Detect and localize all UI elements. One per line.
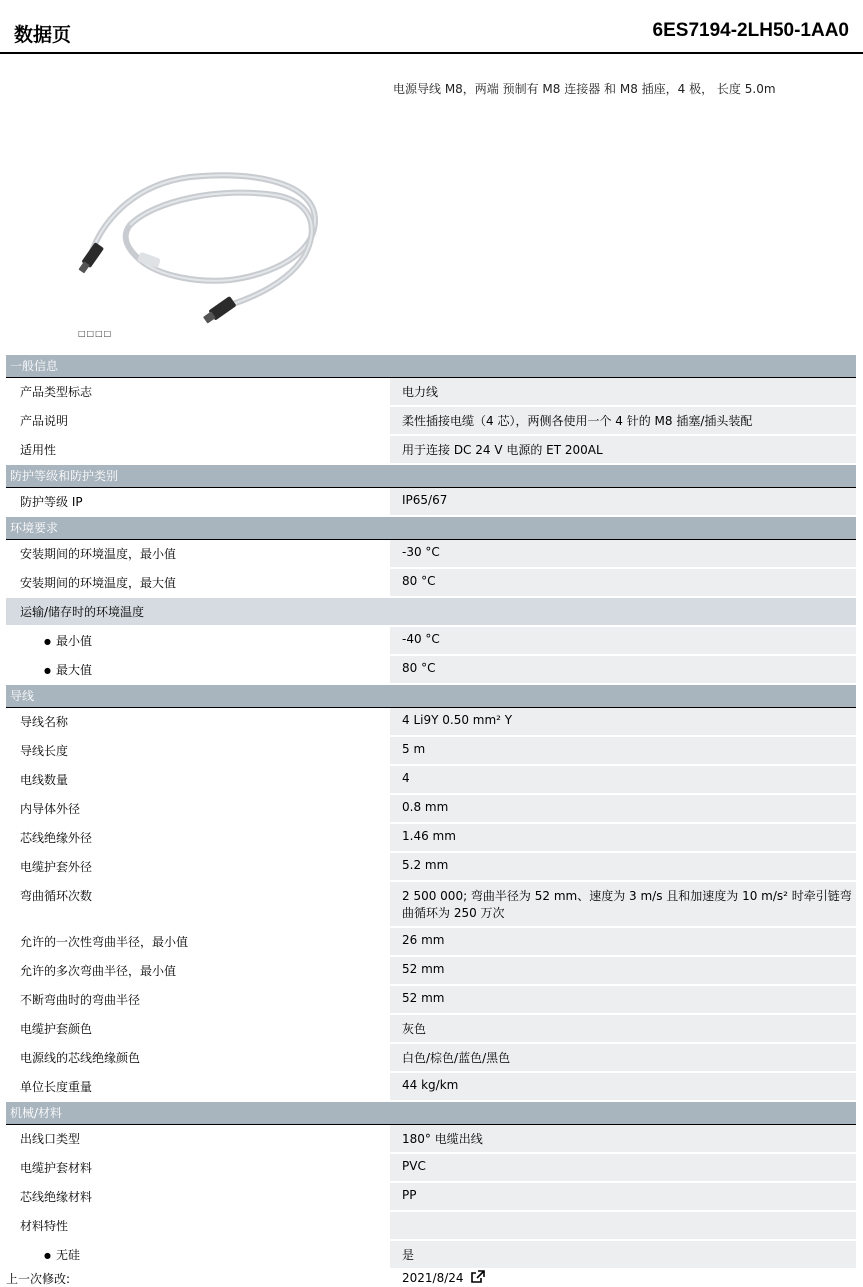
spec-key: ● 最大值 <box>6 655 390 684</box>
section-header <box>6 1101 856 1125</box>
spec-value: 5 m <box>390 736 856 765</box>
spec-value: 52 mm <box>390 985 856 1014</box>
page-header <box>0 0 863 54</box>
spec-key: 导线长度 <box>6 736 390 765</box>
spec-row <box>6 1240 856 1269</box>
spec-row <box>6 1125 856 1154</box>
spec-key: 允许的多次弯曲半径，最小值 <box>6 956 390 985</box>
section-title: 一般信息 <box>6 355 856 378</box>
spec-value: 4 <box>390 765 856 794</box>
spec-value: PVC <box>390 1153 856 1182</box>
section-header <box>6 684 856 708</box>
spec-value: 5.2 mm <box>390 852 856 881</box>
spec-key: ● 最小值 <box>6 626 390 655</box>
spec-row <box>6 1014 856 1043</box>
spec-row <box>6 852 856 881</box>
spec-row <box>6 378 856 407</box>
spec-value: IP65/67 <box>390 488 856 517</box>
spec-row <box>6 488 856 517</box>
spec-value: 0.8 mm <box>390 794 856 823</box>
spec-key: 产品说明 <box>6 406 390 435</box>
spec-value: 1.46 mm <box>390 823 856 852</box>
part-number: 6ES7194-2LH50-1AA0 <box>652 20 849 41</box>
section-title: 环境要求 <box>6 516 856 540</box>
spec-row <box>6 435 856 464</box>
spec-key: 单位长度重量 <box>6 1072 390 1101</box>
spec-value: 26 mm <box>390 927 856 956</box>
spec-value: 2 500 000; 弯曲半径为 52 mm、速度为 3 m/s 且和加速度为 10 m/s² 时牵引链弯曲循环为 250 万次 <box>390 881 856 927</box>
spec-row <box>6 1072 856 1101</box>
spec-value: 80 °C <box>390 655 856 684</box>
spec-row <box>6 823 856 852</box>
spec-value: 180° 电缆出线 <box>390 1125 856 1154</box>
spec-row <box>6 626 856 655</box>
spec-value: 白色/棕色/蓝色/黑色 <box>390 1043 856 1072</box>
spec-value: 80 °C <box>390 568 856 597</box>
spec-value: -40 °C <box>390 626 856 655</box>
spec-row <box>6 1182 856 1211</box>
spec-key: 电源线的芯线绝缘颜色 <box>6 1043 390 1072</box>
spec-value: 是 <box>390 1240 856 1269</box>
image-caption: □□□□ <box>78 329 113 338</box>
spec-value: 52 mm <box>390 956 856 985</box>
spec-key: 内导体外径 <box>6 794 390 823</box>
spec-key: 允许的一次性弯曲半径，最小值 <box>6 927 390 956</box>
spec-value: 灰色 <box>390 1014 856 1043</box>
spec-row <box>6 708 856 737</box>
spec-key: 电缆护套外径 <box>6 852 390 881</box>
spec-key: 芯线绝缘外径 <box>6 823 390 852</box>
section-header <box>6 464 856 488</box>
spec-row <box>6 568 856 597</box>
spec-row <box>6 736 856 765</box>
spec-key: 材料特性 <box>6 1211 390 1240</box>
spec-key: 弯曲循环次数 <box>6 881 390 927</box>
spec-row <box>6 927 856 956</box>
spec-key: 电线数量 <box>6 765 390 794</box>
spec-row <box>6 1153 856 1182</box>
doc-type-title: 数据页 <box>14 24 72 46</box>
spec-key: 不断弯曲时的弯曲半径 <box>6 985 390 1014</box>
spec-row <box>6 794 856 823</box>
section-title: 机械/材料 <box>6 1101 856 1125</box>
section-title: 导线 <box>6 684 856 708</box>
spec-value: 电力线 <box>390 378 856 407</box>
spec-row <box>6 765 856 794</box>
spec-key: 电缆护套颜色 <box>6 1014 390 1043</box>
spec-key: 安装期间的环境温度，最小值 <box>6 540 390 569</box>
spec-value: 4 Li9Y 0.50 mm² Y <box>390 708 856 737</box>
spec-key: 电缆护套材料 <box>6 1153 390 1182</box>
last-modified-date: 2021/8/24 <box>402 1271 464 1285</box>
spec-key: 安装期间的环境温度，最大值 <box>6 568 390 597</box>
spec-key: 导线名称 <box>6 708 390 737</box>
cable-product-image <box>70 165 330 335</box>
section-header <box>6 516 856 540</box>
spec-table <box>6 355 856 1287</box>
last-modified-row <box>6 1269 856 1287</box>
spec-row <box>6 406 856 435</box>
spec-value: PP <box>390 1182 856 1211</box>
external-link-icon[interactable] <box>470 1270 485 1284</box>
last-modified-value <box>390 1269 856 1287</box>
spec-value <box>390 1211 856 1240</box>
spec-value: 44 kg/km <box>390 1072 856 1101</box>
spec-value: -30 °C <box>390 540 856 569</box>
spec-value: 柔性插接电缆（4 芯），两侧各使用一个 4 针的 M8 插塞/插头装配 <box>390 406 856 435</box>
spec-key: 运输/储存时的环境温度 <box>6 597 390 626</box>
spec-key: 出线口类型 <box>6 1125 390 1154</box>
spec-row <box>6 985 856 1014</box>
spec-row <box>6 540 856 569</box>
spec-row <box>6 597 856 626</box>
spec-key: 适用性 <box>6 435 390 464</box>
spec-value: 用于连接 DC 24 V 电源的 ET 200AL <box>390 435 856 464</box>
spec-row <box>6 956 856 985</box>
product-description: 电源导线 M8，两端 预制有 M8 连接器 和 M8 插座，4 极， 长度 5.0m <box>393 82 776 96</box>
spec-row <box>6 1211 856 1240</box>
spec-row <box>6 881 856 927</box>
section-header <box>6 355 856 378</box>
last-modified-label: 上一次修改: <box>6 1272 71 1286</box>
spec-value <box>390 597 856 626</box>
spec-row <box>6 655 856 684</box>
spec-key: 产品类型标志 <box>6 378 390 407</box>
section-title: 防护等级和防护类别 <box>6 464 856 488</box>
spec-key: 防护等级 IP <box>6 488 390 517</box>
spec-key: 芯线绝缘材料 <box>6 1182 390 1211</box>
spec-key: ● 无硅 <box>6 1240 390 1269</box>
spec-row <box>6 1043 856 1072</box>
